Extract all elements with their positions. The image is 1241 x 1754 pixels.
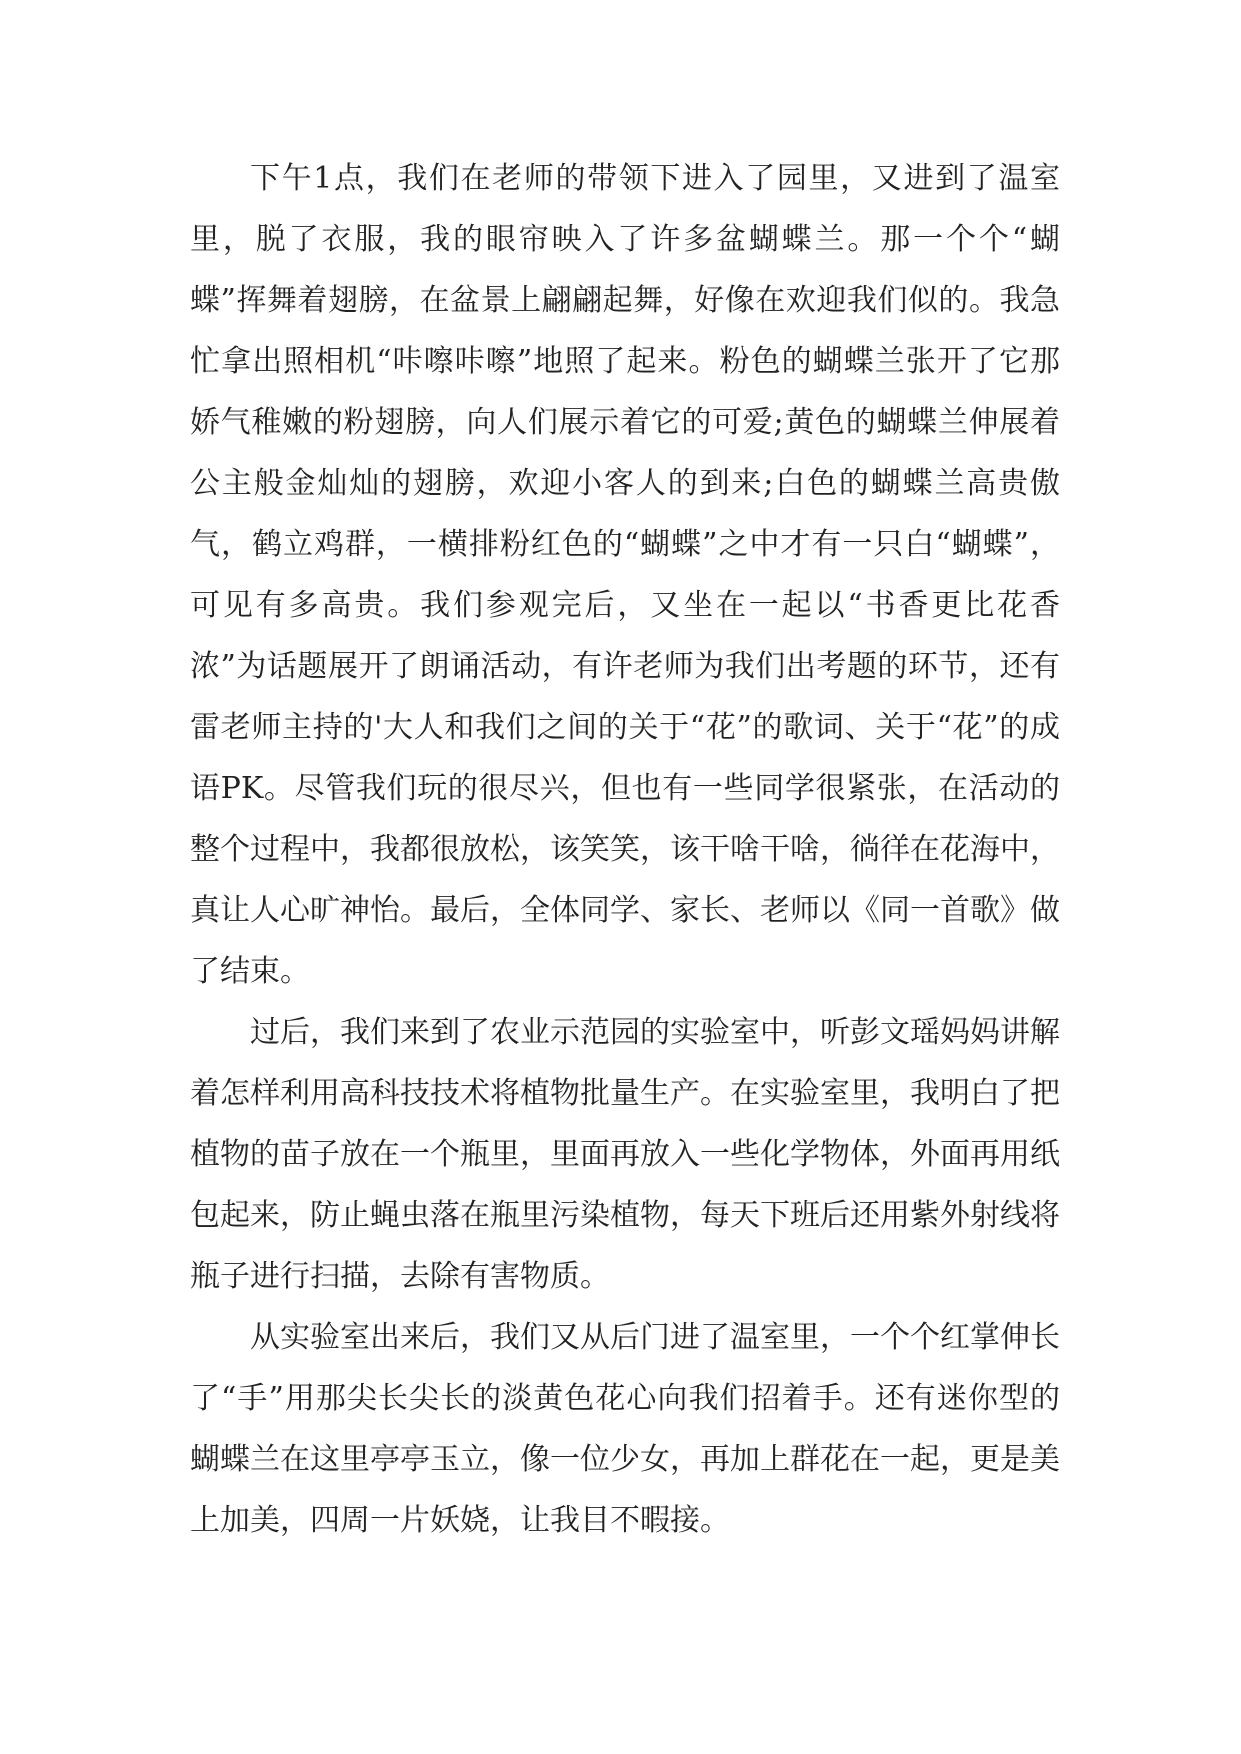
- paragraph-1: 下午1点，我们在老师的带领下进入了园里，又进到了温室里，脱了衣服，我的眼帘映入了许多盆蝴蝶兰。那一个个“蝴蝶”挥舞着翅膀，在盆景上翩翩起舞，好像在欢迎我们似的。我急忙拿出照相机“咔嚓咔嚓”地照了起来。粉色的蝴蝶兰张开了它那娇气稚嫩的粉翅膀，向人们展示着它的可爱;黄色的蝴蝶兰伸展着公主般金灿灿的翅膀，欢迎小客人的到来;白色的蝴蝶兰高贵傲气，鹤立鸡群，一横排粉红色的“蝴蝶”之中才有一只白“蝴蝶”，可见有多高贵。我们参观完后，又坐在一起以“书香更比花香浓”为话题展开了朗诵活动，有许老师为我们出考题的环节，还有雷老师主持的'大人和我们之间的关于“花”的歌词、关于“花”的成语PK。尽管我们玩的很尽兴，但也有一些同学很紧张，在活动的整个过程中，我都很放松，该笑笑，该干啥干啥，徜徉在花海中，真让人心旷神怡。最后，全体同学、家长、老师以《同一首歌》做了结束。: [190, 161, 1060, 989]
- document-body: [190, 148, 1060, 1551]
- paragraph-2: 过后，我们来到了农业示范园的实验室中，听彭文瑶妈妈讲解着怎样利用高科技技术将植物批量生产。在实验室里，我明白了把植物的苗子放在一个瓶里，里面再放入一些化学物体，外面再用纸包起来，防止蝇虫落在瓶里污染植物，每天下班后还用紫外射线将瓶子进行扫描，去除有害物质。: [190, 1015, 1060, 1294]
- paragraph-3: 从实验室出来后，我们又从后门进了温室里，一个个红掌伸长了“手”用那尖长尖长的淡黄色花心向我们招着手。还有迷你型的蝴蝶兰在这里亭亭玉立，像一位少女，再加上群花在一起，更是美上加美，四周一片妖娆，让我目不暇接。: [190, 1320, 1060, 1538]
